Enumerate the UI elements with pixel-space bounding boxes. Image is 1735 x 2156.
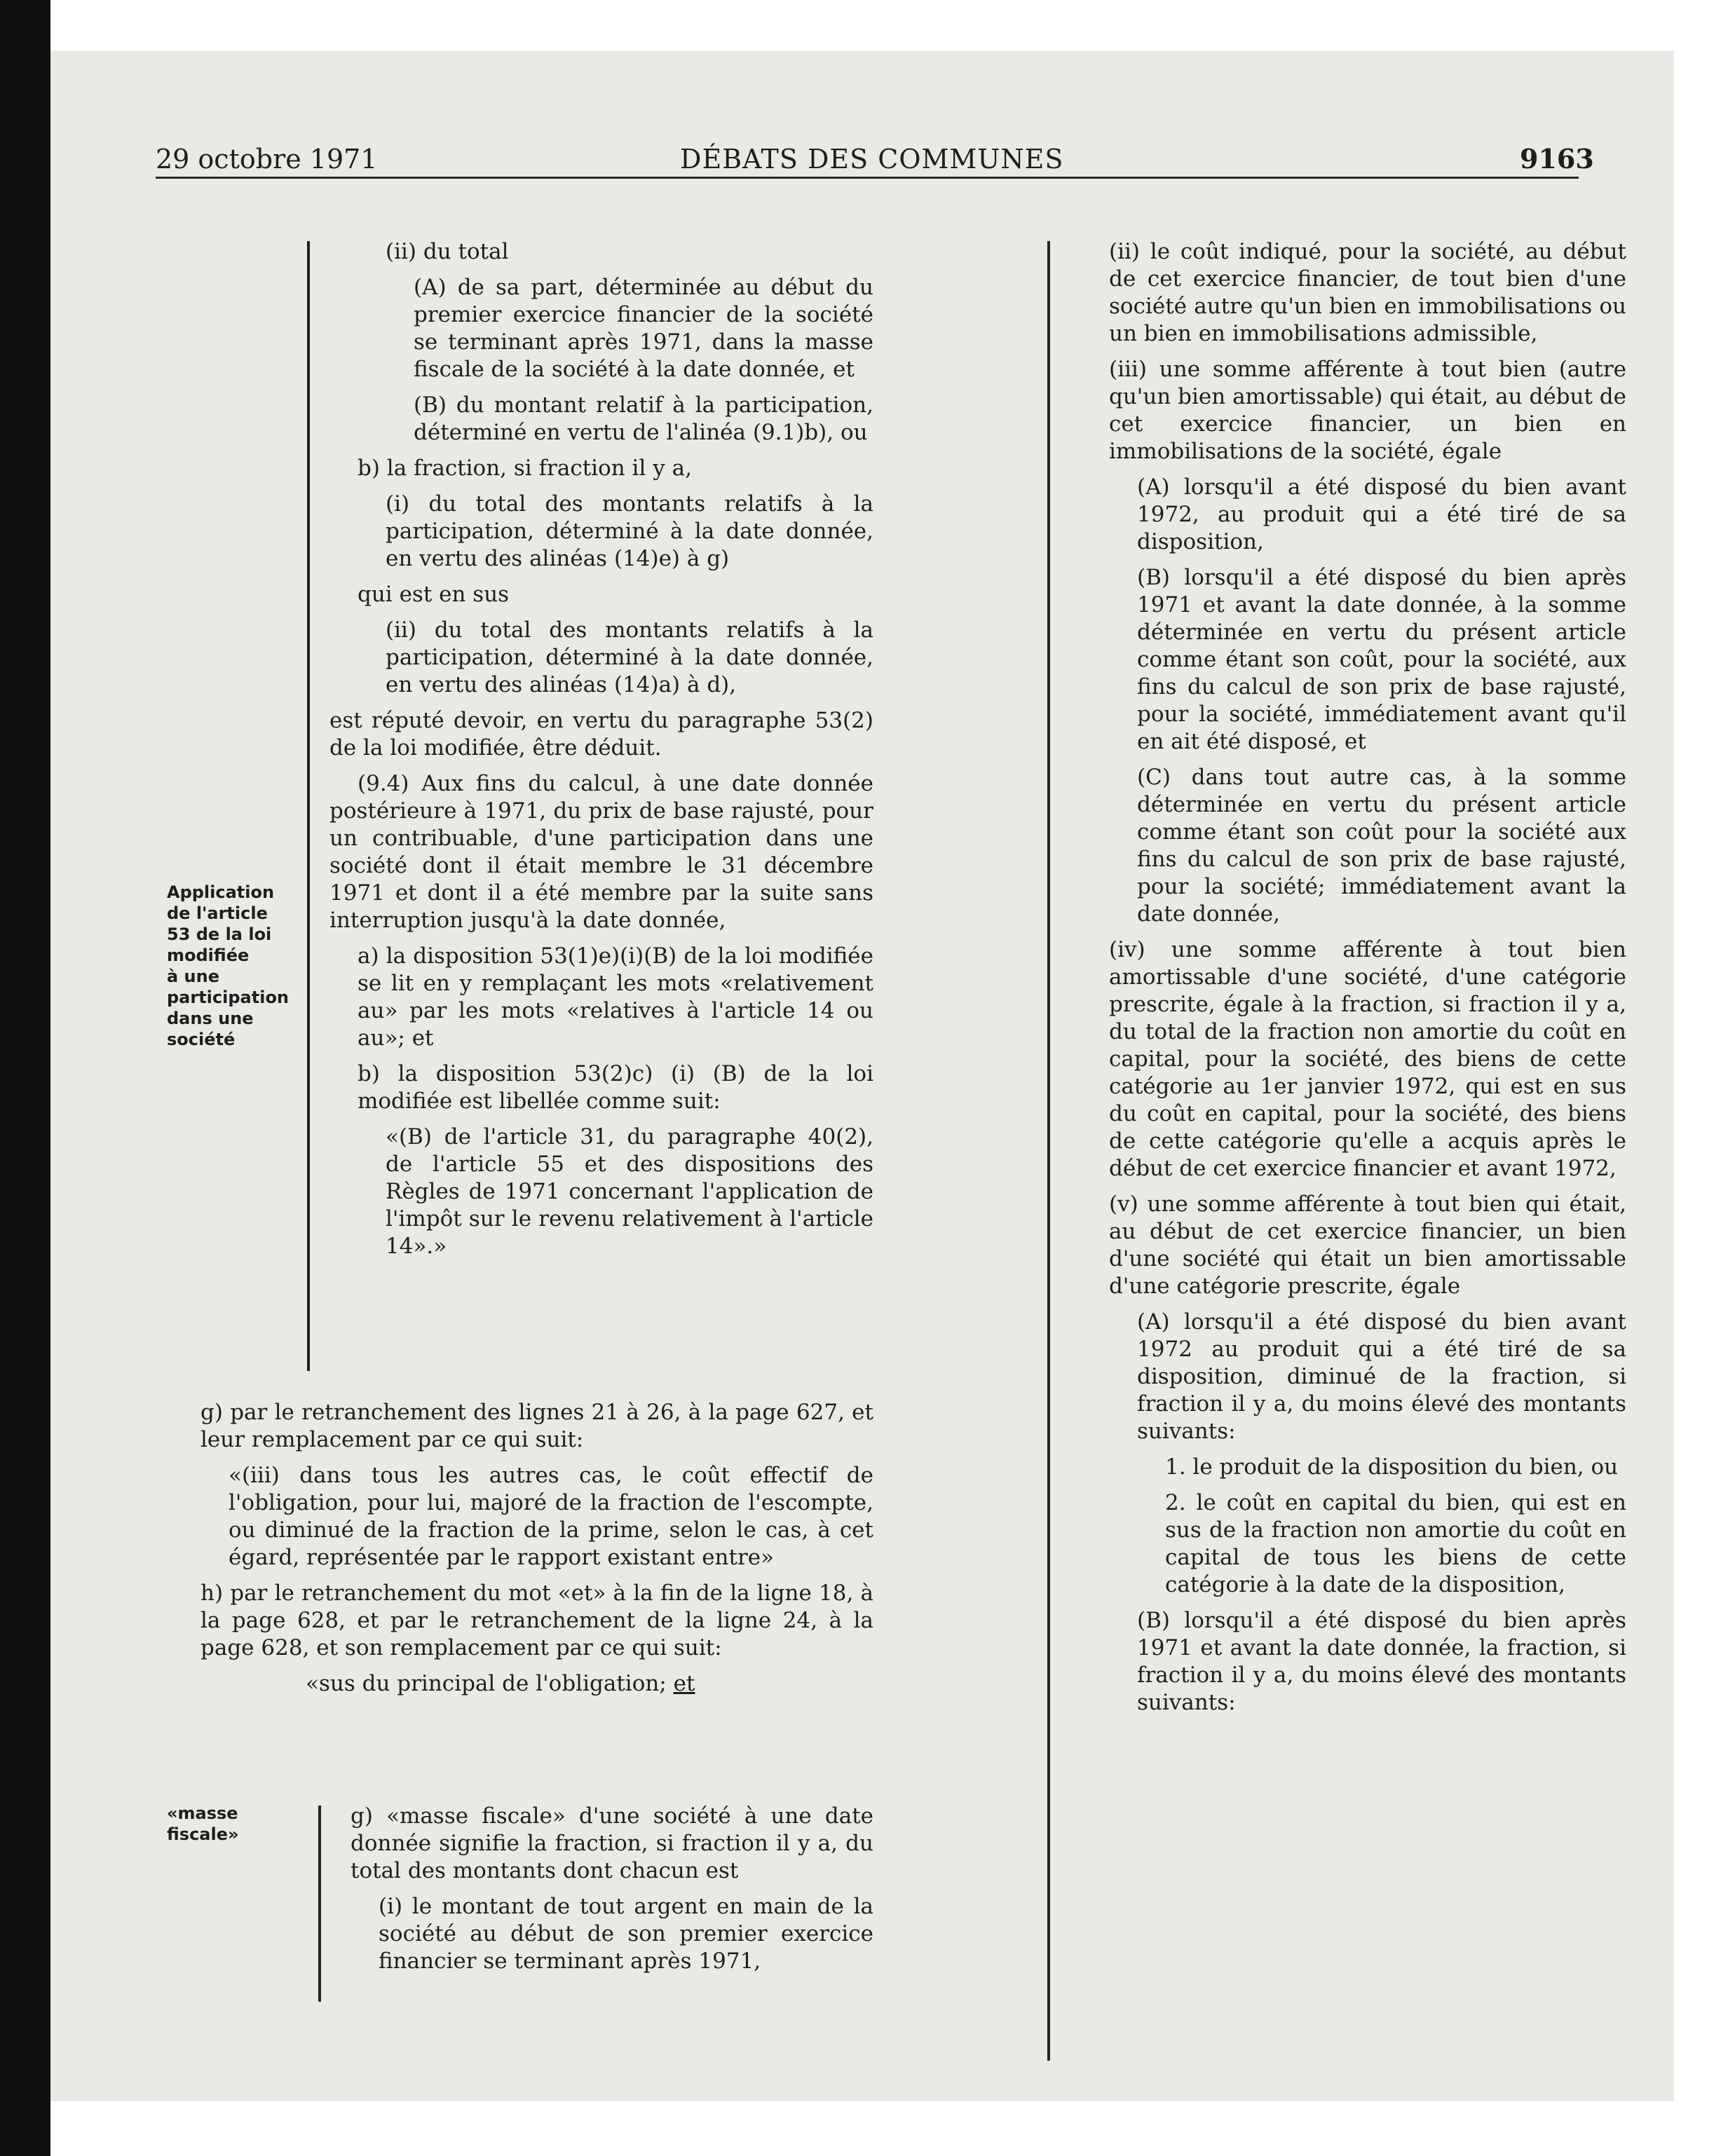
paragraph: (iii) une somme afférente à tout bien (autre qu'un bien amortissable) qui était, au début de cet exercice financier, un bien en immobilisations de la société, égale [1109,357,1626,464]
left-masse-fiscale-block [351,1803,873,1984]
paragraph: (v) une somme afférente à tout bien qui était, au début de cet exercice financier, un bien d'une société qui était un bien amortissable d'une catégorie prescrite, égale [1109,1192,1626,1299]
header-rule [156,177,1579,179]
paragraph: a) la disposition 53(1)e)(i)(B) de la loi modifiée se lit en y remplaçant les mots «relativement au» par les mots «relatives à l'article 14 ou au»; et [358,943,873,1051]
paragraph: (B) lorsqu'il a été disposé du bien après 1971 et avant la date donnée, la fraction, si fraction il y a, du moins élevé des montants suivants: [1137,1608,1626,1715]
paragraph: (i) du total des montants relatifs à la participation, déterminé à la date donnée, en vertu des alinéas (14)e) à g) [386,491,873,571]
paragraph: g) «masse fiscale» d'une société à une date donnée signifie la fraction, si fraction il y a, du total des montants dont chacun est [351,1803,873,1883]
paragraph: (ii) du total [386,239,509,264]
paragraph: 2. le coût en capital du bien, qui est en sus de la fraction non amortie du coût en capital de tous les biens de cette catégorie à la date de la disposition, [1165,1490,1626,1597]
paragraph: g) par le retranchement des lignes 21 à 26, à la page 627, et leur remplacement par ce qui suit: [200,1400,873,1452]
amendment-bar-middle [307,241,310,1371]
paragraph: (9.4) Aux fins du calcul, à une date donnée postérieure à 1971, du prix de base rajusté, pour un contribuable, d'une participation dans une société dont il était membre le 31 décembre 1971 et dont il a été membre par la suite sans interruption jusqu'à la date donnée, [329,771,873,933]
margin-note-masse-fiscale [167,1803,279,1845]
margin-note-line: dans une [167,1009,254,1028]
column-divider [1047,241,1050,2061]
paragraph: h) par le retranchement du mot «et» à la fin de la ligne 18, à la page 628, et par le retranchement de la ligne 24, à la page 628, et son remplacement par ce qui suit: [200,1581,873,1660]
scan-black-edge [0,0,50,2156]
paragraph: (ii) du total des montants relatifs à la participation, déterminé à la date donnée, en vertu des alinéas (14)a) à d), [386,618,873,697]
left-lower-column [200,1399,873,1706]
header-page-number: 9163 [1520,143,1594,175]
right-column [1081,238,1626,1725]
margin-note-line: à une [167,967,219,986]
paragraph [200,1670,873,1698]
header-date: 29 octobre 1971 [156,144,378,175]
paragraph: (C) dans tout autre cas, à la somme déterminée en vertu du présent article comme étant son coût pour la société aux fins du calcul de son prix de base rajusté, pour la société; immédiatement avant la date donnée, [1137,765,1626,927]
underlined-word: et [673,1671,695,1696]
margin-note-line: fiscale» [167,1824,239,1844]
paragraph: 1. le produit de la disposition du bien, ou [1165,1454,1619,1480]
margin-note-line: participation [167,988,290,1007]
paragraph: b) la disposition 53(2)c) (i) (B) de la loi modifiée est libellée comme suit: [358,1061,873,1114]
margin-note-line: modifiée [167,946,250,965]
paragraph-text: «sus du principal de l'obligation; [306,1671,674,1696]
paragraph: «(B) de l'article 31, du paragraphe 40(2), de l'article 55 et des dispositions des Règles de 1971 concernant l'application de l'impôt sur le revenu relativement à l'article 14».» [386,1124,873,1259]
margin-note-line: 53 de la loi [167,925,272,944]
amendment-bar-lower [318,1806,321,2002]
paragraph: (A) de sa part, déterminée au début du premier exercice financier de la société se terminant après 1971, dans la masse fiscale de la société à la date donnée, et [414,275,873,382]
paragraph: (A) lorsqu'il a été disposé du bien avant 1972 au produit qui a été tiré de sa disposition, diminué de la fraction, si fraction il y a, du moins élevé des montants suivants: [1137,1309,1626,1444]
margin-note-line: société [167,1030,236,1049]
header-title: DÉBATS DES COMMUNES [680,144,1064,175]
middle-column [329,238,873,1269]
paragraph: (A) lorsqu'il a été disposé du bien avant 1972, au produit qui a été tiré de sa disposition, [1137,475,1626,554]
margin-note-application [167,882,307,1050]
margin-note-line: «masse [167,1803,238,1823]
paragraph: «(iii) dans tous les autres cas, le coût effectif de l'obligation, pour lui, majoré de la fraction de l'escompte, ou diminué de la fraction de la prime, selon le cas, à cet égard, représentée par le rapport existant entre» [229,1463,873,1570]
paragraph: qui est en sus [358,582,510,607]
paragraph: est réputé devoir, en vertu du paragraphe 53(2) de la loi modifiée, être déduit. [329,708,873,760]
margin-note-line: Application [167,882,275,902]
paragraph: (B) lorsqu'il a été disposé du bien après 1971 et avant la date donnée, à la somme déterminée en vertu du présent article comme étant son coût, pour la société, aux fins du calcul de son prix de base rajusté, pour la société, immédiatement avant qu'il en ait été disposé, et [1137,565,1626,754]
paragraph: (ii) le coût indiqué, pour la société, au début de cet exercice financier, de tout bien d'une société autre qu'un bien en immobilisations ou un bien en immobilisations admissible, [1109,239,1626,346]
paragraph: (i) le montant de tout argent en main de la société au début de son premier exercice financier se terminant après 1971, [379,1894,873,1974]
margin-note-line: de l'article [167,903,268,923]
paragraph: b) la fraction, si fraction il y a, [358,456,692,481]
paragraph: (iv) une somme afférente à tout bien amortissable d'une société, d'une catégorie prescrite, égale à la fraction, si fraction il y a, du total de la fraction non amortie du coût en capital, pour la société, des biens de cette catégorie au 1er janvier 1972, qui est en sus du coût en capital, pour la société, des biens de cette catégorie qu'elle a acquis après le début de cet exercice financier et avant 1972, [1109,937,1626,1181]
paragraph: (B) du montant relatif à la participation, déterminé en vertu de l'alinéa (9.1)b), ou [414,393,873,445]
